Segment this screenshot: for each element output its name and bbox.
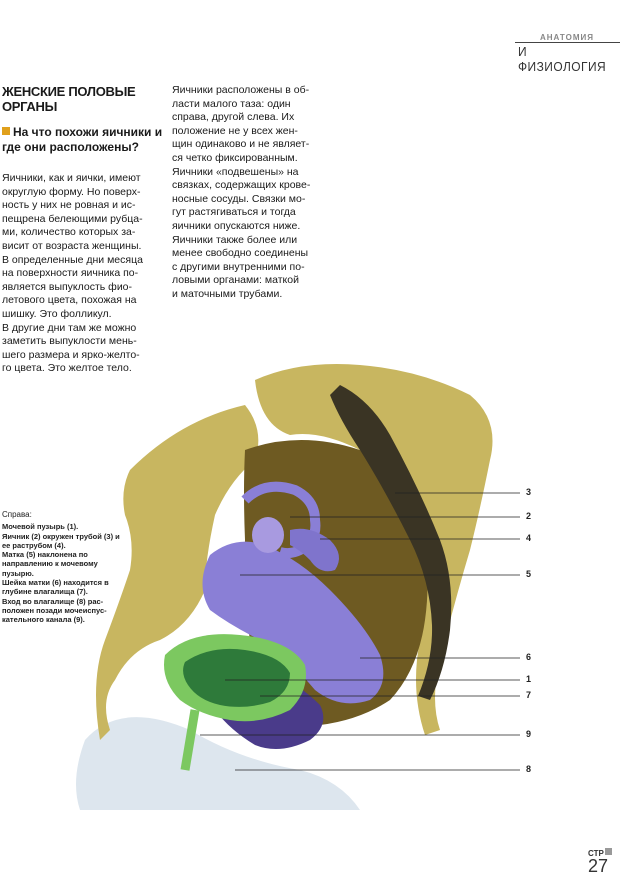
section-label: И ФИЗИОЛОГИЯ — [518, 44, 607, 74]
figure-label: 6 — [526, 652, 532, 662]
caption-heading: Справа: — [2, 510, 32, 519]
ovary — [252, 517, 284, 553]
caption-item: Яичник (2) окружен трубой (3) и ее раструбом (4). — [2, 531, 120, 550]
paragraph: Яичники, как и яички, имеют округлую форму. Но поверх- ность у них не ровная и ис- пещрена белеющими рубца- ми, количество которых за- висит от возраста женщины. — [2, 172, 143, 252]
question-heading — [2, 125, 170, 155]
question-text: На что похожи яичники и где они расположены? — [2, 125, 163, 154]
page-number: 27 — [588, 856, 609, 876]
paragraph: В определенные дни месяца на поверхности яичника по- является выпуклость фио- летового цвета, похожая на шишку. Это фолликул. — [2, 253, 143, 320]
paragraph: Яичники «подвешены» на связках, содержащих крове- носные сосуды. Связки мо- гут растягиваться и тогда яичники опускаются ниже. — [172, 165, 311, 232]
figure-caption — [2, 510, 120, 625]
figure-label: 3 — [526, 487, 532, 497]
header-rule — [515, 42, 620, 43]
caption-item: Мочевой пузырь (1). — [2, 522, 79, 532]
figure-label: 7 — [526, 690, 532, 700]
figure-label: 5 — [526, 569, 532, 579]
section-label-small: АНАТОМИЯ — [540, 33, 595, 42]
caption-item: Шейка матки (6) находится в глубине влагалища (7). — [2, 578, 109, 597]
caption-item: Матка (5) наклонена по направлению к мочевому пузырю. — [2, 550, 98, 578]
body-column-2 — [172, 84, 352, 302]
page-label: СТР — [588, 849, 604, 858]
figure-label: 2 — [526, 511, 532, 521]
caption-item: Вход во влагалище (8) рас- положен позади мочеиспус- кательного канала (9). — [2, 596, 107, 625]
paragraph: В другие дни там же можно заметить выпуклости мень- шего размера и ярко-желто- го цвета. Это желтое тело. — [2, 321, 140, 375]
bullet-square-icon — [2, 127, 10, 135]
paragraph: Яичники также более или менее свободно соединены с другими внутренними по- ловыми органами: маткой и маточными трубами. — [172, 233, 309, 300]
figure-label: 8 — [526, 764, 532, 774]
paragraph: Яичники расположены в об- ласти малого таза: один справа, другой слева. Их положение не у всех жен- щин одинаково и не являет- ся четко фиксированным. — [172, 84, 310, 164]
article-title: ЖЕНСКИЕ ПОЛОВЫЕ ОРГАНЫ — [2, 84, 136, 114]
figure-label: 9 — [526, 729, 532, 739]
figure-label: 4 — [526, 533, 532, 543]
figure-label: 1 — [526, 674, 532, 684]
page-marker-icon — [605, 848, 612, 855]
